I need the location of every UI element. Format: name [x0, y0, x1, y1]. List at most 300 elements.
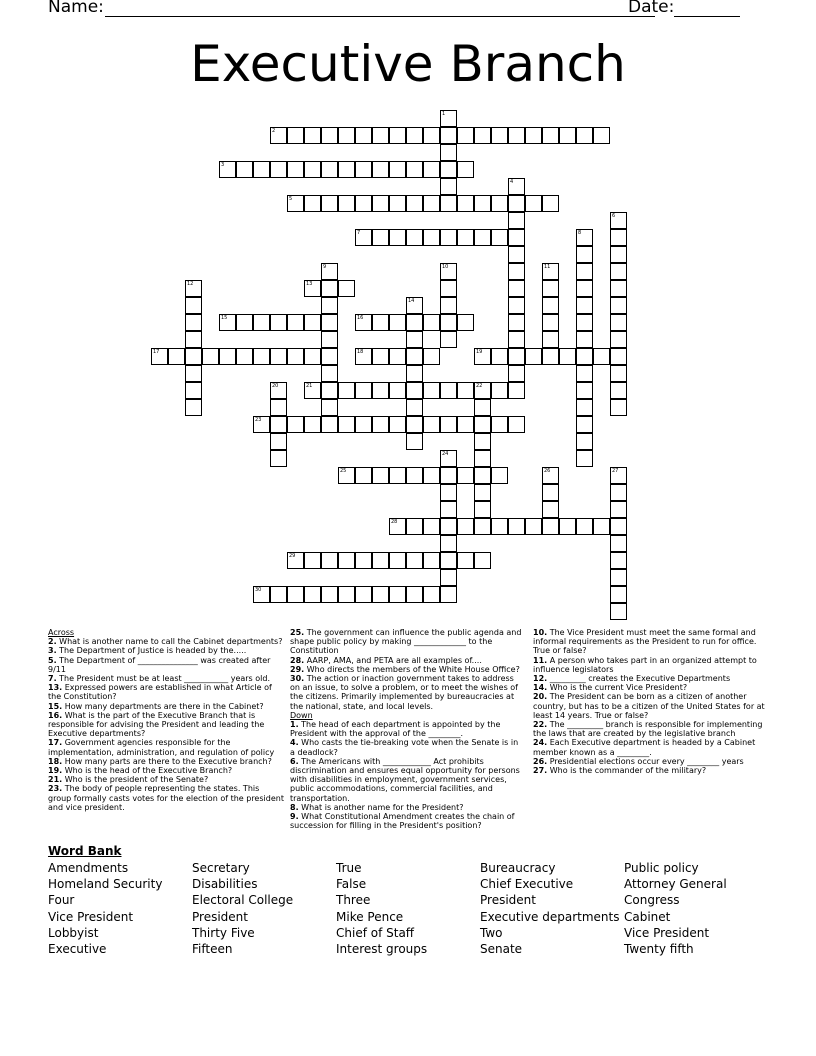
crossword-cell[interactable]: [423, 467, 440, 484]
crossword-cell[interactable]: [593, 348, 610, 365]
crossword-cell[interactable]: [406, 586, 423, 603]
crossword-cell[interactable]: [406, 348, 423, 365]
crossword-cell[interactable]: [321, 399, 338, 416]
crossword-cell[interactable]: [610, 331, 627, 348]
crossword-cell[interactable]: [610, 263, 627, 280]
crossword-cell[interactable]: [304, 382, 321, 399]
crossword-cell[interactable]: [287, 586, 304, 603]
crossword-cell[interactable]: [610, 603, 627, 620]
crossword-cell[interactable]: [559, 127, 576, 144]
crossword-cell[interactable]: [355, 195, 372, 212]
crossword-cell[interactable]: [508, 178, 525, 195]
crossword-cell[interactable]: [406, 399, 423, 416]
crossword-cell[interactable]: [287, 127, 304, 144]
crossword-cell[interactable]: [270, 127, 287, 144]
crossword-cell[interactable]: [219, 161, 236, 178]
crossword-cell[interactable]: [610, 501, 627, 518]
crossword-cell[interactable]: [406, 467, 423, 484]
crossword-cell[interactable]: [355, 314, 372, 331]
crossword-cell[interactable]: [406, 229, 423, 246]
word-bank-item: Vice President: [48, 909, 134, 924]
crossword-cell[interactable]: [321, 127, 338, 144]
crossword-cell[interactable]: [372, 552, 389, 569]
crossword-cell[interactable]: [423, 382, 440, 399]
crossword-cell[interactable]: [355, 161, 372, 178]
crossword-cell[interactable]: [474, 450, 491, 467]
crossword-cell[interactable]: [542, 127, 559, 144]
clue-number: 22: [476, 383, 483, 389]
crossword-cell[interactable]: [423, 552, 440, 569]
crossword-cell[interactable]: [321, 416, 338, 433]
crossword-cell[interactable]: [525, 518, 542, 535]
crossword-cell[interactable]: [508, 246, 525, 263]
crossword-cell[interactable]: [287, 161, 304, 178]
crossword-cell[interactable]: [440, 144, 457, 161]
crossword-cell[interactable]: [508, 127, 525, 144]
crossword-cell[interactable]: [457, 195, 474, 212]
crossword-cell[interactable]: [576, 450, 593, 467]
crossword-cell[interactable]: [576, 518, 593, 535]
crossword-cell[interactable]: [474, 416, 491, 433]
crossword-cell[interactable]: [355, 552, 372, 569]
crossword-cell[interactable]: [610, 280, 627, 297]
crossword-cell[interactable]: [304, 161, 321, 178]
crossword-cell[interactable]: [542, 195, 559, 212]
crossword-cell[interactable]: [253, 348, 270, 365]
crossword-cell[interactable]: [423, 314, 440, 331]
crossword-cell[interactable]: [304, 586, 321, 603]
crossword-cell[interactable]: [168, 348, 185, 365]
crossword-cell[interactable]: [508, 297, 525, 314]
crossword-cell[interactable]: [440, 280, 457, 297]
crossword-cell[interactable]: [321, 552, 338, 569]
crossword-cell[interactable]: [457, 552, 474, 569]
crossword-cell[interactable]: [525, 348, 542, 365]
crossword-cell[interactable]: [474, 467, 491, 484]
crossword-cell[interactable]: [406, 297, 423, 314]
crossword-cell[interactable]: [355, 416, 372, 433]
crossword-cell[interactable]: [542, 348, 559, 365]
crossword-cell[interactable]: [355, 586, 372, 603]
clue-text: Each Executive department is headed by a Cabinet member known as a ________.: [533, 738, 756, 757]
word-bank-item: Chief Executive: [480, 877, 574, 892]
crossword-cell[interactable]: [253, 314, 270, 331]
crossword-cell[interactable]: [304, 127, 321, 144]
crossword-cell[interactable]: [321, 331, 338, 348]
crossword-cell[interactable]: [321, 297, 338, 314]
clue-number: 4: [510, 179, 514, 185]
crossword-cell[interactable]: [457, 229, 474, 246]
crossword-cell[interactable]: [474, 399, 491, 416]
crossword-cell[interactable]: [270, 399, 287, 416]
crossword-cell[interactable]: [542, 280, 559, 297]
crossword-cell[interactable]: [508, 280, 525, 297]
crossword-cell[interactable]: [372, 314, 389, 331]
crossword-cell[interactable]: [321, 365, 338, 382]
crossword-cell[interactable]: [525, 127, 542, 144]
crossword-cell[interactable]: [610, 212, 627, 229]
crossword-cell[interactable]: [270, 161, 287, 178]
crossword-cell[interactable]: [338, 552, 355, 569]
crossword-cell[interactable]: [423, 518, 440, 535]
crossword-cell[interactable]: [406, 433, 423, 450]
crossword-cell[interactable]: [321, 195, 338, 212]
crossword-cell[interactable]: [372, 467, 389, 484]
crossword-cell[interactable]: [406, 416, 423, 433]
crossword-cell[interactable]: [321, 314, 338, 331]
crossword-cell[interactable]: [389, 467, 406, 484]
crossword-cell[interactable]: [338, 195, 355, 212]
crossword-cell[interactable]: [491, 348, 508, 365]
crossword-cell[interactable]: [474, 348, 491, 365]
crossword-cell[interactable]: [457, 467, 474, 484]
crossword-cell[interactable]: [440, 569, 457, 586]
crossword-cell[interactable]: [508, 382, 525, 399]
crossword-cell[interactable]: [389, 229, 406, 246]
crossword-cell[interactable]: [406, 365, 423, 382]
crossword-cell[interactable]: [525, 195, 542, 212]
crossword-cell[interactable]: [610, 518, 627, 535]
crossword-cell[interactable]: [610, 365, 627, 382]
crossword-cell[interactable]: [508, 195, 525, 212]
crossword-cell[interactable]: [440, 552, 457, 569]
crossword-cell[interactable]: [236, 348, 253, 365]
crossword-cell[interactable]: [389, 518, 406, 535]
crossword-cell[interactable]: [423, 586, 440, 603]
crossword-cell[interactable]: [287, 195, 304, 212]
crossword-cell[interactable]: [406, 314, 423, 331]
crossword-cell[interactable]: [440, 229, 457, 246]
crossword-cell[interactable]: [406, 127, 423, 144]
crossword-cell[interactable]: [270, 348, 287, 365]
crossword-cell[interactable]: [457, 314, 474, 331]
crossword-cell[interactable]: [287, 552, 304, 569]
crossword-cell[interactable]: [491, 382, 508, 399]
crossword-cell[interactable]: [508, 212, 525, 229]
clue-number: 24: [442, 451, 449, 457]
crossword-cell[interactable]: [253, 416, 270, 433]
crossword-cell[interactable]: [287, 416, 304, 433]
word-bank-item: Amendments: [48, 861, 129, 875]
clue-item: [48, 683, 284, 701]
crossword-cell[interactable]: [440, 467, 457, 484]
crossword-cell[interactable]: [270, 314, 287, 331]
crossword-cell[interactable]: [559, 348, 576, 365]
crossword-cell[interactable]: [440, 586, 457, 603]
crossword-cell[interactable]: [185, 314, 202, 331]
crossword-cell[interactable]: [440, 161, 457, 178]
crossword-cell[interactable]: [559, 518, 576, 535]
crossword-cell[interactable]: [440, 501, 457, 518]
crossword-cell[interactable]: [576, 331, 593, 348]
crossword-cell[interactable]: [372, 229, 389, 246]
crossword-cell[interactable]: [440, 263, 457, 280]
crossword-cell[interactable]: [219, 348, 236, 365]
crossword-cell[interactable]: [576, 382, 593, 399]
crossword-cell[interactable]: [610, 535, 627, 552]
crossword-cell[interactable]: [576, 297, 593, 314]
crossword-cell[interactable]: [610, 484, 627, 501]
crossword-cell[interactable]: [610, 467, 627, 484]
crossword-cell[interactable]: [389, 161, 406, 178]
clue-number: 26: [544, 468, 551, 474]
crossword-cell[interactable]: [508, 263, 525, 280]
crossword-cell[interactable]: [406, 161, 423, 178]
crossword-cell[interactable]: [610, 297, 627, 314]
crossword-cell[interactable]: [440, 535, 457, 552]
crossword-cell[interactable]: [423, 416, 440, 433]
crossword-cell[interactable]: [440, 110, 457, 127]
crossword-cell[interactable]: [185, 348, 202, 365]
crossword-cell[interactable]: [321, 348, 338, 365]
crossword-cell[interactable]: [389, 195, 406, 212]
crossword-cell[interactable]: [440, 297, 457, 314]
clue-number: 15: [221, 315, 228, 321]
crossword-cell[interactable]: [576, 314, 593, 331]
crossword-cell[interactable]: [440, 416, 457, 433]
crossword-cell[interactable]: [576, 399, 593, 416]
crossword-cell[interactable]: [457, 127, 474, 144]
crossword-cell[interactable]: [542, 467, 559, 484]
crossword-cell[interactable]: [389, 586, 406, 603]
word-bank-item: Chief of Staff: [336, 925, 415, 940]
crossword-cell[interactable]: [542, 314, 559, 331]
crossword-cell[interactable]: [508, 348, 525, 365]
crossword-cell[interactable]: [270, 382, 287, 399]
clue-text: What is another name to call the Cabinet departments?: [56, 637, 283, 647]
crossword-cell[interactable]: [304, 195, 321, 212]
word-bank-item: False: [336, 877, 367, 892]
crossword-cell[interactable]: [542, 331, 559, 348]
crossword-cell[interactable]: [610, 382, 627, 399]
crossword-cell[interactable]: [491, 229, 508, 246]
crossword-cell[interactable]: [457, 382, 474, 399]
crossword-cell[interactable]: [474, 433, 491, 450]
crossword-cell[interactable]: [372, 348, 389, 365]
crossword-cell[interactable]: [304, 552, 321, 569]
crossword-cell[interactable]: [151, 348, 168, 365]
crossword-cell[interactable]: [576, 365, 593, 382]
crossword-cell[interactable]: [610, 399, 627, 416]
crossword-cell[interactable]: [372, 382, 389, 399]
crossword-cell[interactable]: [508, 365, 525, 382]
crossword-cell[interactable]: [389, 416, 406, 433]
crossword-cell[interactable]: [253, 161, 270, 178]
crossword-cell[interactable]: [508, 518, 525, 535]
clue-item: [533, 720, 769, 738]
crossword-cell[interactable]: [542, 484, 559, 501]
crossword-cell[interactable]: [423, 195, 440, 212]
crossword-cell[interactable]: [474, 127, 491, 144]
crossword-cell[interactable]: [491, 467, 508, 484]
crossword-cell[interactable]: [542, 518, 559, 535]
crossword-cell[interactable]: [270, 433, 287, 450]
crossword-cell[interactable]: [372, 586, 389, 603]
crossword-cell[interactable]: [457, 416, 474, 433]
crossword-cell[interactable]: [576, 416, 593, 433]
crossword-cell[interactable]: [610, 314, 627, 331]
crossword-cell[interactable]: [457, 161, 474, 178]
crossword-cell[interactable]: [491, 127, 508, 144]
crossword-cell[interactable]: [576, 433, 593, 450]
crossword-cell[interactable]: [576, 229, 593, 246]
crossword-cell[interactable]: [185, 280, 202, 297]
crossword-cell[interactable]: [576, 263, 593, 280]
crossword-cell[interactable]: [338, 586, 355, 603]
crossword-cell[interactable]: [389, 127, 406, 144]
crossword-cell[interactable]: [406, 331, 423, 348]
crossword-cell[interactable]: [389, 314, 406, 331]
crossword-cell[interactable]: [423, 348, 440, 365]
crossword-cell[interactable]: [185, 365, 202, 382]
crossword-cell[interactable]: [474, 552, 491, 569]
crossword-cell[interactable]: [610, 552, 627, 569]
crossword-cell[interactable]: [355, 467, 372, 484]
crossword-cell[interactable]: [491, 416, 508, 433]
crossword-cell[interactable]: [474, 501, 491, 518]
crossword-cell[interactable]: [321, 161, 338, 178]
crossword-cell[interactable]: [508, 229, 525, 246]
crossword-cell[interactable]: [355, 382, 372, 399]
crossword-cell[interactable]: [202, 348, 219, 365]
crossword-cell[interactable]: [576, 127, 593, 144]
crossword-cell[interactable]: [610, 586, 627, 603]
crossword-cell[interactable]: [304, 280, 321, 297]
crossword-cell[interactable]: [593, 518, 610, 535]
crossword-cell[interactable]: [440, 195, 457, 212]
crossword-cell[interactable]: [321, 586, 338, 603]
clue-number: 2: [272, 128, 276, 134]
crossword-cell[interactable]: [338, 382, 355, 399]
crossword-cell[interactable]: [610, 569, 627, 586]
crossword-cell[interactable]: [440, 382, 457, 399]
crossword-cell[interactable]: [610, 348, 627, 365]
crossword-cell[interactable]: [338, 127, 355, 144]
crossword-cell[interactable]: [389, 552, 406, 569]
crossword-cell[interactable]: [270, 450, 287, 467]
crossword-cell[interactable]: [440, 314, 457, 331]
crossword-cell[interactable]: [389, 382, 406, 399]
clue-section-heading: Down: [290, 710, 313, 720]
crossword-cell[interactable]: [338, 280, 355, 297]
crossword-cell[interactable]: [440, 450, 457, 467]
crossword-cell[interactable]: [457, 518, 474, 535]
crossword-cell[interactable]: [321, 280, 338, 297]
crossword-cell[interactable]: [542, 501, 559, 518]
crossword-cell[interactable]: [542, 263, 559, 280]
crossword-cell[interactable]: [491, 195, 508, 212]
crossword-cell[interactable]: [236, 314, 253, 331]
crossword-cell[interactable]: [406, 195, 423, 212]
word-bank-item: Lobbyist: [48, 925, 99, 940]
crossword-cell[interactable]: [287, 348, 304, 365]
crossword-cell[interactable]: [593, 127, 610, 144]
crossword-cell[interactable]: [610, 246, 627, 263]
crossword-cell[interactable]: [321, 382, 338, 399]
crossword-cell[interactable]: [440, 484, 457, 501]
crossword-cell[interactable]: [508, 314, 525, 331]
crossword-cell[interactable]: [253, 586, 270, 603]
crossword-cell[interactable]: [542, 297, 559, 314]
clue-number-label: 7.: [48, 674, 57, 684]
crossword-cell[interactable]: [440, 178, 457, 195]
crossword-cell[interactable]: [508, 416, 525, 433]
crossword-cell[interactable]: [440, 127, 457, 144]
crossword-cell[interactable]: [474, 518, 491, 535]
crossword-cell[interactable]: [406, 552, 423, 569]
clue-text: The Americans with ____________ Act prohibits discrimination and ensures equal opportunity for persons with disabilities in employment, government services, public accommodations, commercial facilities, and transportation.: [290, 756, 520, 803]
crossword-cell[interactable]: [389, 348, 406, 365]
crossword-cell[interactable]: [304, 348, 321, 365]
crossword-cell[interactable]: [440, 331, 457, 348]
crossword-cell[interactable]: [304, 314, 321, 331]
crossword-cell[interactable]: [219, 314, 236, 331]
crossword-cell[interactable]: [338, 467, 355, 484]
crossword-cell[interactable]: [304, 416, 321, 433]
word-bank-column: [192, 860, 336, 957]
crossword-cell[interactable]: [423, 161, 440, 178]
crossword-cell[interactable]: [185, 297, 202, 314]
crossword-cell[interactable]: [355, 127, 372, 144]
crossword-cell[interactable]: [406, 518, 423, 535]
crossword-cell[interactable]: [355, 229, 372, 246]
crossword-cell[interactable]: [236, 161, 253, 178]
crossword-cell[interactable]: [576, 348, 593, 365]
word-bank-item: Mike Pence: [336, 909, 404, 924]
clue-item: [48, 738, 284, 756]
crossword-cell[interactable]: [491, 518, 508, 535]
crossword-cell[interactable]: [474, 382, 491, 399]
crossword-cell[interactable]: [576, 246, 593, 263]
crossword-cell[interactable]: [185, 382, 202, 399]
clue-number-label: 17.: [48, 738, 63, 748]
crossword-cell[interactable]: [185, 331, 202, 348]
crossword-cell[interactable]: [287, 314, 304, 331]
crossword-cell[interactable]: [185, 399, 202, 416]
crossword-cell[interactable]: [321, 263, 338, 280]
crossword-cell[interactable]: [474, 229, 491, 246]
crossword-cell[interactable]: [406, 382, 423, 399]
page-title: Executive Branch: [190, 35, 626, 93]
crossword-cell[interactable]: [372, 195, 389, 212]
crossword-cell[interactable]: [372, 161, 389, 178]
crossword-cell[interactable]: [474, 195, 491, 212]
crossword-cell[interactable]: [508, 331, 525, 348]
word-bank-item: Executive departments: [480, 909, 620, 924]
crossword-cell[interactable]: [372, 416, 389, 433]
crossword-cell[interactable]: [372, 127, 389, 144]
clue-number-label: 22.: [533, 720, 548, 730]
clue-number: 19: [476, 349, 483, 355]
crossword-cell[interactable]: [423, 229, 440, 246]
word-bank-item: Public policy: [624, 861, 699, 875]
crossword-cell[interactable]: [423, 127, 440, 144]
crossword-cell[interactable]: [440, 518, 457, 535]
crossword-cell[interactable]: [338, 161, 355, 178]
crossword-cell[interactable]: [355, 348, 372, 365]
crossword-cell[interactable]: [270, 416, 287, 433]
crossword-cell[interactable]: [576, 280, 593, 297]
clue-number-label: 25.: [290, 628, 305, 637]
clue-number: 12: [187, 281, 194, 287]
clue-number-label: 4.: [290, 738, 299, 748]
crossword-cell[interactable]: [474, 484, 491, 501]
clue-text: Who is the head of the Executive Branch?: [62, 766, 233, 776]
crossword-cell[interactable]: [610, 229, 627, 246]
crossword-cell[interactable]: [270, 586, 287, 603]
crossword-cell[interactable]: [338, 416, 355, 433]
clue-item: [290, 738, 524, 756]
